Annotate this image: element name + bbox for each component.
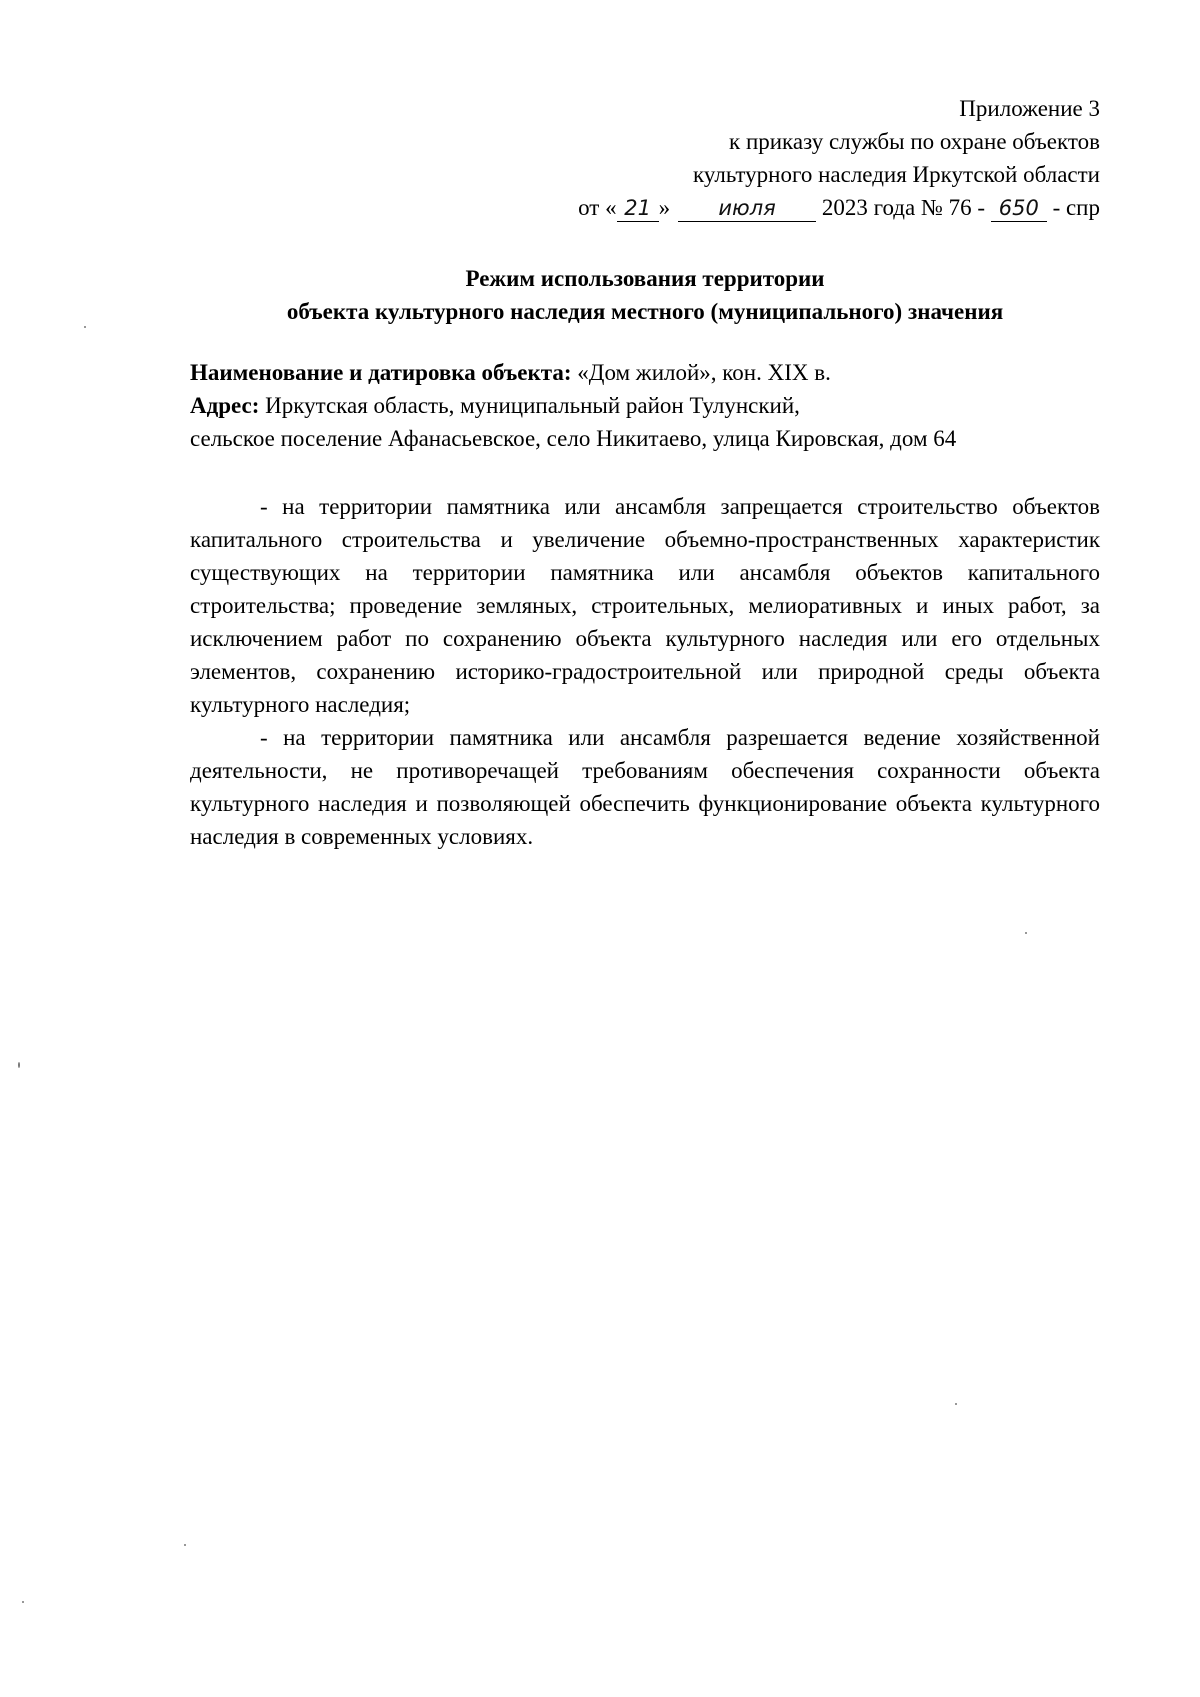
address-word: область, [373, 393, 455, 418]
object-info [190, 356, 1100, 455]
scan-speck [184, 1544, 186, 1546]
address-word: муниципальный [460, 393, 621, 418]
address-word: Тулунский, [689, 393, 800, 418]
title-line-1: Режим использования территории [465, 266, 825, 291]
document-title [190, 262, 1100, 328]
object-name-value: «Дом жилой», кон. XIX в. [577, 360, 831, 385]
object-name-label: Наименование и датировка объекта: [190, 360, 572, 385]
scan-speck [84, 326, 86, 328]
year-and-number-prefix: 2023 года № 76 - [821, 195, 986, 220]
scan-speck [22, 1601, 24, 1603]
appendix-date-line [400, 191, 1100, 224]
address-label: Адрес: [190, 393, 260, 418]
scan-speck [1025, 932, 1027, 934]
title-line-2: объекта культурного наследия местного (муниципального) значения [286, 299, 1004, 324]
appendix-number: Приложение 3 [959, 96, 1100, 121]
paragraph-permission: - на территории памятника или ансамбля разрешается ведение хозяйственной деятельности, не противоречащей требованиям обеспечения сохранности объекта культурного наследия и позволяющей обеспечить функционирование объекта культурного наследия в современных условиях. [190, 725, 1100, 849]
address-word: район [625, 393, 684, 418]
date-prefix: от « [578, 195, 617, 220]
address-word: Иркутская [265, 393, 368, 418]
appendix-order-ref: к приказу службы по охране объектов [729, 129, 1100, 154]
scan-speck [955, 1403, 957, 1405]
date-mid: » [658, 195, 671, 220]
scan-speck [18, 1062, 20, 1068]
handwritten-month: июля [678, 195, 816, 222]
paragraph-prohibition: - на территории памятника или ансамбля запрещается строительство объектов капитального строительства и увеличение объемно-пространственных характеристик существующих на территории памятника или ансамбля объектов капитального строительства; проведение земляных, строительных, мелиоративных и иных работ, за исключением работ по сохранению объекта культурного наследия или его отдельных элементов, сохранению историко-градостроительной или природной среды объекта культурного наследия; [190, 494, 1100, 717]
address-line-2: сельское поселение Афанасьевское, село Никитаево, улица Кировская, дом 64 [190, 426, 957, 451]
appendix-agency: культурного наследия Иркутской области [693, 162, 1100, 187]
appendix-header [400, 92, 1100, 224]
handwritten-day: 21 [617, 195, 659, 222]
regulation-body [190, 490, 1100, 853]
handwritten-order-number: 650 [991, 195, 1047, 222]
address-row [190, 389, 1100, 422]
object-name-row [190, 356, 1100, 389]
order-suffix: - спр [1052, 195, 1100, 220]
